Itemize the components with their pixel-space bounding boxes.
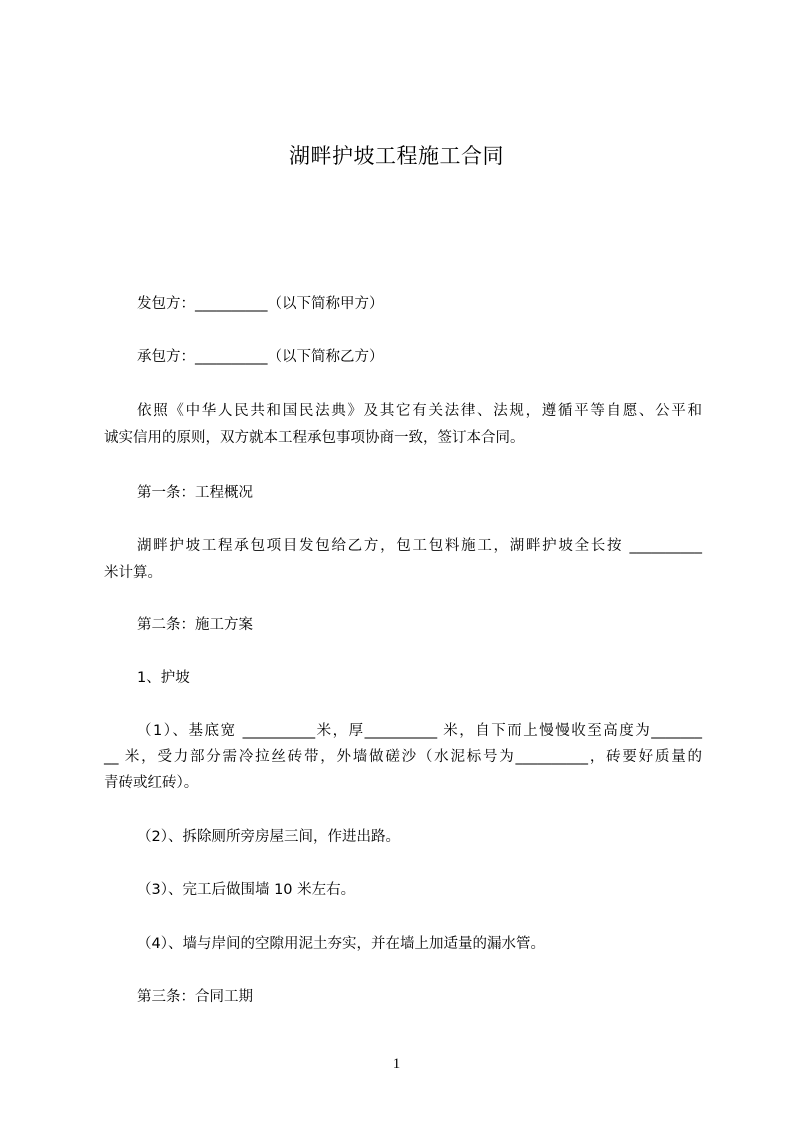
preamble-line-1: 依照《中华人民共和国民法典》及其它有关法律、法规，遵循平等自愿、公平和 [137,403,702,419]
article-3-heading: 第三条：合同工期 [137,989,253,1005]
overview-line-2: 米计算。 [104,565,162,581]
article-1-heading: 第一条：工程概况 [137,485,253,501]
item-1-1-line-3: 青砖或红砖）。 [104,775,199,791]
document-title: 湖畔护坡工程施工合同 [289,144,504,168]
item-2-line: （2）、拆除厕所旁房屋三间，作进出路。 [137,829,400,845]
preamble-line-2: 诚实信用的原则，双方就本工程承包事项协商一致，签订本合同。 [104,430,525,446]
overview-line-1: 湖畔护坡工程承包项目发包给乙方，包工包料施工，湖畔护坡全长按 __________ [137,538,702,554]
party-a-line: 发包方：__________（以下简称甲方） [137,296,384,312]
item-1-1-line-2: __ 米，受力部分需冷拉丝砖带，外墙做磋沙（水泥标号为__________，砖要好质量的 [104,749,702,765]
page-number: 1 [392,1056,401,1072]
item-1-heading: 1、护坡 [137,670,190,686]
item-1-1-line-1: （1）、基底宽 __________米，厚__________ 米，自下而上慢慢收至高度为_______ [137,723,702,739]
item-3-line: （3）、完工后做围墙 10 米左右。 [137,882,356,898]
party-b-line: 承包方：__________（以下简称乙方） [137,349,384,365]
item-4-line: （4）、墙与岸间的空隙用泥土夯实，并在墙上加适量的漏水管。 [137,936,545,952]
article-2-heading: 第二条：施工方案 [137,617,253,633]
